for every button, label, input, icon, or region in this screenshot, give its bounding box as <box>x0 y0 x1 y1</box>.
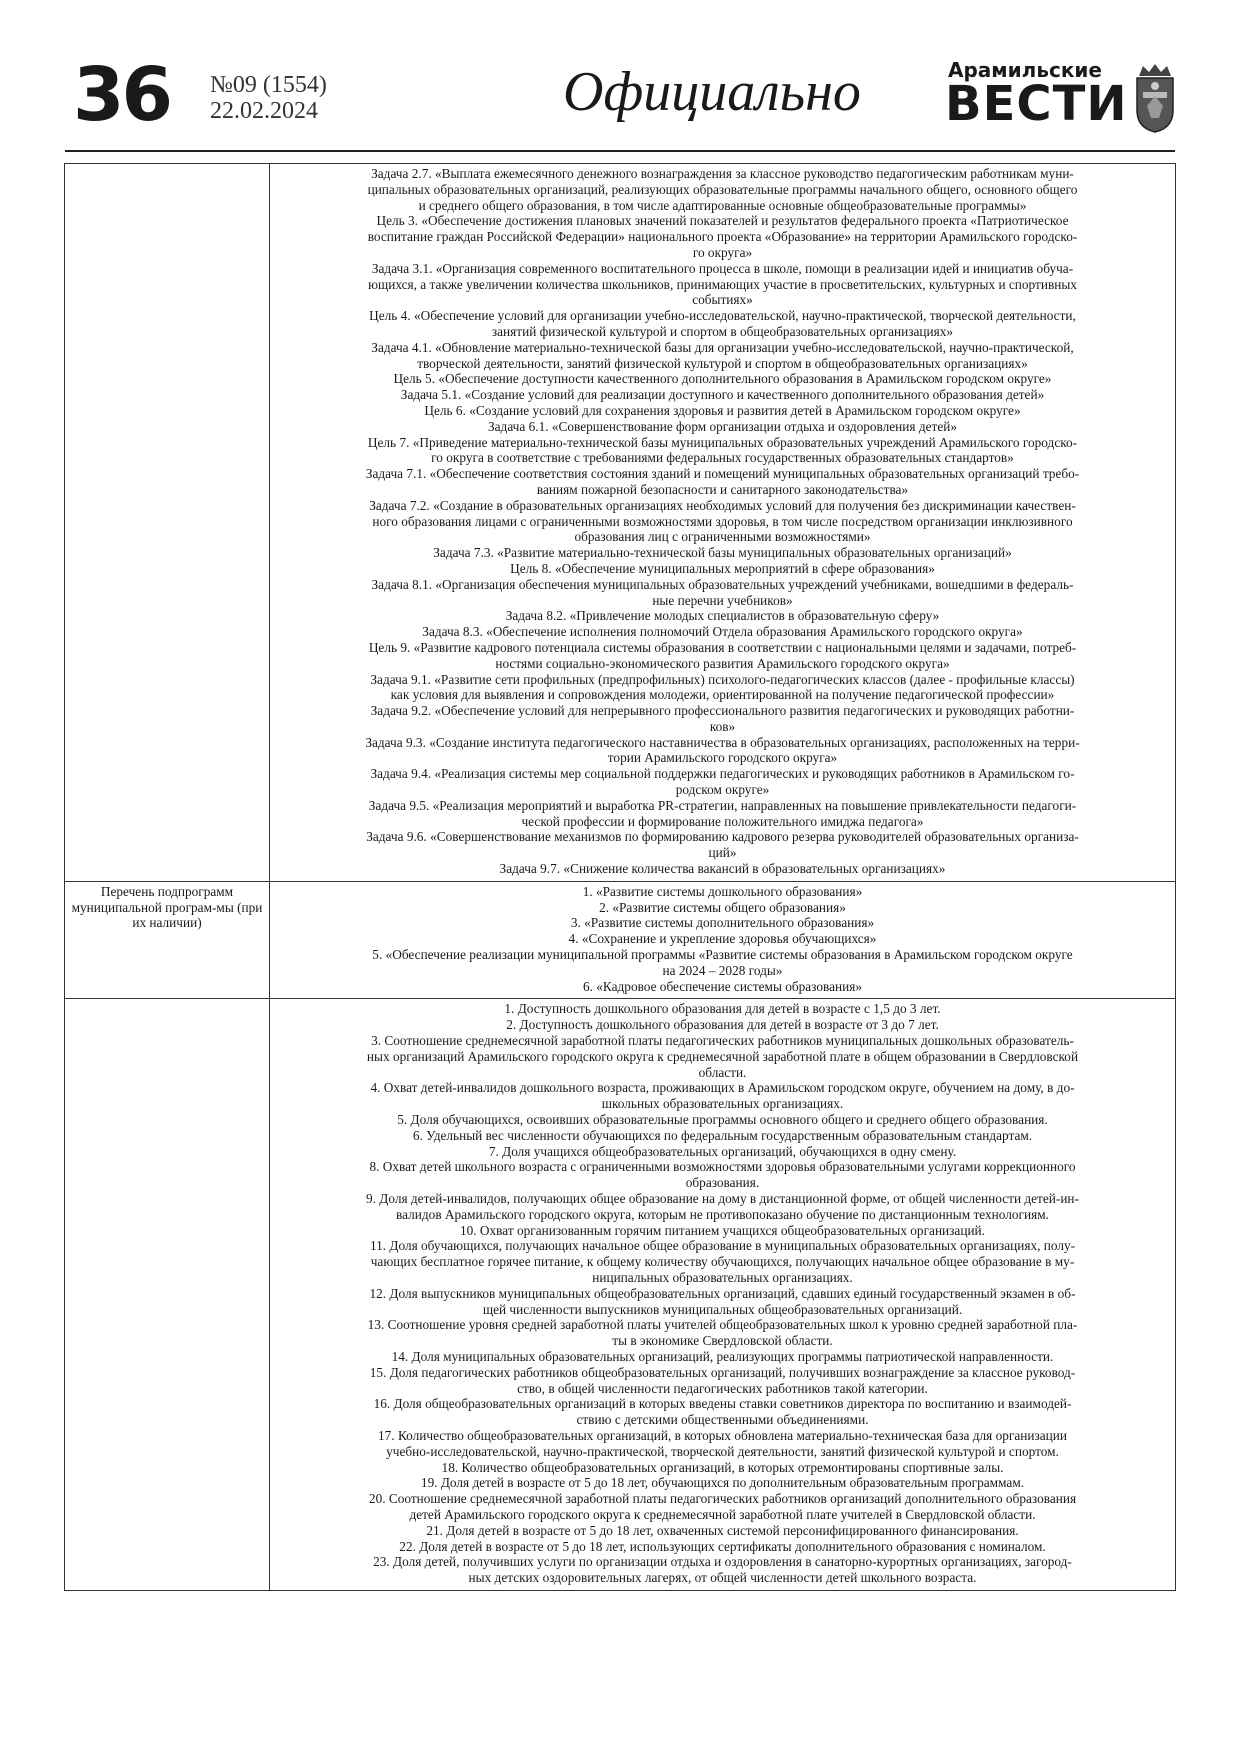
content-line: 21. Доля детей в возрасте от 5 до 18 лет, охваченных системой персонифицированного финансирования. <box>426 1522 1019 1538</box>
content-line: 15. Доля педагогических работников общеобразовательных организаций, получивших вознаграждение за классное руковод- <box>369 1364 1076 1380</box>
content-line: ностями социально-экономического развития Арамильского городского округа» <box>495 655 950 671</box>
content-line: 18. Количество общеобразовательных организаций, в которых отремонтированы спортивные залы. <box>441 1459 1004 1475</box>
row-label <box>65 164 270 882</box>
content-line: 12. Доля выпускников муниципальных общеобразовательных организаций, сдавших единый государственный экзамен в об- <box>369 1285 1076 1301</box>
content-line: чающих бесплатное горячее питание, к общему количеству обучающихся, получающих начальное общее образование в му- <box>370 1254 1075 1270</box>
content-line: занятий физической культурой и спортом в общеобразовательных организациях» <box>491 323 954 339</box>
content-line: Цель 6. «Создание условий для сохранения здоровья и развития детей в Арамильском городском округе» <box>424 402 1021 418</box>
row-label <box>65 999 270 1590</box>
content-line: и среднего общего образования, в том числе адаптированные основные общеобразовательные программы» <box>418 197 1027 213</box>
content-line: 5. «Обеспечение реализации муниципальной программы «Развитие системы образования в Арамильском городском округе <box>372 947 1073 963</box>
content-line: тории Арамильского городского округа» <box>607 750 838 766</box>
content-line: Задача 2.7. «Выплата ежемесячного денежного вознаграждения за классное руководство педагогическим работникам муни- <box>371 166 1074 181</box>
content-line: ков» <box>709 718 736 734</box>
content-line: 4. «Сохранение и укрепление здоровья обучающихся» <box>568 931 877 947</box>
content-line: го округа в соответствие с требованиями федеральных государственных образовательных стандартов» <box>431 450 1014 466</box>
content-line: учебно-исследовательской, научно-практической, творческой деятельности, занятий физической культурой и спортом. <box>386 1443 1059 1459</box>
content-line: Задача 9.2. «Обеспечение условий для непрерывного профессионального развития педагогических и руководящих работни- <box>370 703 1075 719</box>
content-line: ствию с детскими общественными объединениями. <box>576 1412 869 1428</box>
content-line: 14. Доля муниципальных образовательных организаций, реализующих программы патриотической направленности. <box>391 1348 1054 1364</box>
content-line: ные перечни учебников» <box>652 592 793 608</box>
content-line: Задача 8.3. «Обеспечение исполнения полномочий Отдела образования Арамильского городского округа» <box>422 624 1023 640</box>
content-line: Задача 9.1. «Развитие сети профильных (предпрофильных) психолого-педагогических классов (далее - профильные классы) <box>370 671 1075 687</box>
content-line: 23. Доля детей, получивших услуги по организации отдыха и оздоровления в санаторно-курортных организациях, загород- <box>373 1554 1072 1570</box>
content-line: Задача 5.1. «Создание условий для реализации доступного и качественного дополнительного образования детей» <box>400 387 1045 403</box>
table-row <box>65 881 1176 999</box>
content-line: ваниям пожарной безопасности и санитарного законодательства» <box>536 481 909 497</box>
issue-number: №09 (1554) <box>210 72 327 98</box>
content-line: Задача 7.2. «Создание в образовательных организациях необходимых условий для получения без дискриминации качествен- <box>369 497 1076 513</box>
header-divider <box>65 150 1175 152</box>
content-line: Задача 7.3. «Развитие материально-технической базы муниципальных образовательных организаций» <box>433 545 1012 561</box>
page-number: 36 <box>73 52 170 138</box>
content-line: Цель 4. «Обеспечение условий для организации учебно-исследовательской, научно-практической, творческой деятельности, <box>369 308 1076 324</box>
content-line: Задача 7.1. «Обеспечение соответствия состояния зданий и помещений муниципальных образовательных организаций требо- <box>365 466 1080 482</box>
content-line: образования лиц с ограниченными возможностями» <box>574 529 871 545</box>
content-line: Задача 3.1. «Организация современного воспитательного процесса в школе, помощи в реализации идей и инициатив обуча- <box>371 260 1074 276</box>
content-line: ных детских оздоровительных лагерях, от общей численности детей школьного возраста. <box>468 1570 977 1586</box>
content-line: 6. «Кадровое обеспечение системы образования» <box>582 978 863 994</box>
content-line: 17. Количество общеобразовательных организаций, в которых обновлена материально-техническая база для организации <box>378 1427 1067 1443</box>
content-line: событиях» <box>692 292 753 308</box>
content-line: ты в экономике Свердловской области. <box>612 1333 833 1349</box>
content-line: 20. Соотношение среднемесячной заработной платы педагогических работников организаций дополнительного образования <box>368 1491 1077 1507</box>
content-line: ных организаций Арамильского городского округа к среднемесячной заработной плате в общем образовании в Свердловской <box>366 1048 1079 1064</box>
content-line: 5. Доля обучающихся, освоивших образовательные программы основного общего и среднего общего образования. <box>397 1112 1048 1128</box>
content-line: области. <box>698 1064 747 1080</box>
issue-date: 22.02.2024 <box>210 98 318 125</box>
table-row <box>65 164 1176 882</box>
content-line: 10. Охват организованным горячим питанием учащихся общеобразовательных организаций. <box>459 1222 985 1238</box>
row-label: Перечень подпрограмм муниципальной програм-мы (при их наличии) <box>65 881 270 999</box>
content-line: Задача 8.1. «Организация обеспечения муниципальных образовательных учреждений учебниками, вошедшими в федераль- <box>371 576 1074 592</box>
content-line: Цель 3. «Обеспечение достижения плановых значений показателей и результатов федерального проекта «Патриотическое <box>376 213 1069 229</box>
content-line: ство, в общей численности педагогических работников такой категории. <box>517 1380 928 1396</box>
content-line: валидов Арамильского городского округа, которым не противопоказано обучение по дистанционным технологиям. <box>396 1206 1049 1222</box>
content-line: Цель 8. «Обеспечение муниципальных мероприятий в сфере образования» <box>510 560 935 576</box>
content-line: творческой деятельности, занятий физической культурой и спортом в общеобразовательных организациях» <box>417 355 1028 371</box>
content-line: ющихся, а также увеличении количества школьников, принимающих участие в просветительских, культурных и спортивных <box>368 276 1077 292</box>
content-line: Задача 4.1. «Обновление материально-технической базы для организации учебно-исследовательской, научно-практической, <box>371 339 1074 355</box>
content-line: Задача 9.4. «Реализация системы мер социальной поддержки педагогических и руководящих работников в Арамильском го- <box>370 766 1075 782</box>
newspaper-logo <box>945 58 1128 132</box>
content-line: воспитание граждан Российской Федерации» национального проекта «Образование» на территории Арамильского городско- <box>367 229 1078 245</box>
content-line: 6. Удельный вес численности обучающихся по федеральным государственным образовательным стандартам. <box>412 1127 1033 1143</box>
content-line: Задача 8.2. «Привлечение молодых специалистов в образовательную сферу» <box>505 608 940 624</box>
content-line: образования. <box>685 1175 760 1191</box>
content-line: го округа» <box>692 244 753 260</box>
row-content <box>270 881 1176 999</box>
page-header <box>65 50 1175 150</box>
logo-top-text: Арамильские <box>948 58 1102 82</box>
content-line: 22. Доля детей в возрасте от 5 до 18 лет, использующих сертификаты дополнительного образования с номиналом. <box>399 1538 1046 1554</box>
content-line: ципальных образовательных организаций, реализующих образовательные программы начального общего, основного общего <box>367 181 1078 197</box>
content-line: ниципальных образовательных организациях. <box>592 1269 853 1285</box>
content-line: Цель 7. «Приведение материально-технической базы муниципальных образовательных учреждений Арамильского городско- <box>367 434 1078 450</box>
content-line: 3. Соотношение среднемесячной заработной платы педагогических работников муниципальных дошкольных образователь- <box>371 1033 1074 1049</box>
coat-of-arms-icon <box>1133 62 1177 134</box>
content-line: родском округе» <box>675 782 770 798</box>
content-line: 1. «Развитие системы дошкольного образования» <box>582 883 863 899</box>
row-content <box>270 999 1176 1590</box>
content-line: Задача 9.3. «Создание института педагогического наставничества в образовательных организациях, расположенных на терри- <box>365 734 1080 750</box>
row-content <box>270 164 1176 882</box>
content-line: 2. Доступность дошкольного образования для детей в возрасте от 3 до 7 лет. <box>506 1017 939 1033</box>
logo-bottom-text: ВЕСТИ <box>945 76 1128 132</box>
content-line: ций» <box>708 845 737 861</box>
content-line: детей Арамильского городского округа к среднемесячной заработной плате учителей в Свердловской области. <box>409 1506 1036 1522</box>
content-line: на 2024 – 2028 годы» <box>662 962 783 978</box>
content-line: школьных образовательных организациях. <box>601 1096 844 1112</box>
content-line: Задача 9.6. «Совершенствование механизмов по формированию кадрового резерва руководителей образовательных организа- <box>366 829 1079 845</box>
content-line: Задача 9.7. «Снижение количества вакансий в образовательных организациях» <box>499 861 946 877</box>
content-line: как условия для выявления и сопровождения молодежи, ориентированной на получение педагогической профессии» <box>390 687 1055 703</box>
content-line: 4. Охват детей-инвалидов дошкольного возраста, проживающих в Арамильском городском округе, обучением на дому, в до- <box>370 1080 1075 1096</box>
content-line: Цель 5. «Обеспечение доступности качественного дополнительного образования в Арамильском городском округе» <box>393 371 1052 387</box>
table-row <box>65 999 1176 1590</box>
content-line: 7. Доля учащихся общеобразовательных организаций, обучающихся в одну смену. <box>488 1143 957 1159</box>
content-line: ного образования лицами с ограниченными возможностями здоровья, в том числе посредством организации инклюзивного <box>372 513 1073 529</box>
content-line: 2. «Развитие системы общего образования» <box>599 899 846 915</box>
content-line: ческой профессии и формирование положительного имиджа педагога» <box>521 813 924 829</box>
section-title: Официально <box>563 61 861 123</box>
program-table <box>64 163 1176 1591</box>
content-line: Цель 9. «Развитие кадрового потенциала системы образования в соответствии с национальными целями и задачами, потреб- <box>368 639 1077 655</box>
content-line: Задача 6.1. «Совершенствование форм организации отдыха и оздоровления детей» <box>487 418 957 434</box>
content-line: 1. Доступность дошкольного образования для детей в возрасте с 1,5 до 3 лет. <box>504 1001 941 1017</box>
content-line: 9. Доля детей-инвалидов, получающих общее образование на дому в дистанционной форме, от общей численности детей-ин- <box>366 1191 1079 1206</box>
content-line: 11. Доля обучающихся, получающих начальное общее образование в муниципальных образовательных организациях, полу- <box>369 1238 1076 1254</box>
content-line: 3. «Развитие системы дополнительного образования» <box>570 915 875 931</box>
content-line: 8. Охват детей школьного возраста с ограниченными возможностями здоровья образовательными услугами коррекционного <box>369 1159 1076 1175</box>
content-line: 19. Доля детей в возрасте от 5 до 18 лет, обучающихся по дополнительным образовательным программам. <box>420 1475 1025 1491</box>
content-line: Задача 9.5. «Реализация мероприятий и выработка PR-стратегии, направленных на повышение привлекательности педагоги- <box>368 797 1077 813</box>
content-line: щей численности выпускников муниципальных общеобразовательных организаций. <box>482 1301 963 1317</box>
content-line: 16. Доля общеобразовательных организаций в которых введены ставки советников директора по воспитанию и взаимодей- <box>373 1396 1072 1412</box>
content-line: 13. Соотношение уровня средней заработной платы учителей общеобразовательных школ к уровню средней заработной пла- <box>367 1317 1078 1333</box>
issue-info <box>210 72 327 125</box>
